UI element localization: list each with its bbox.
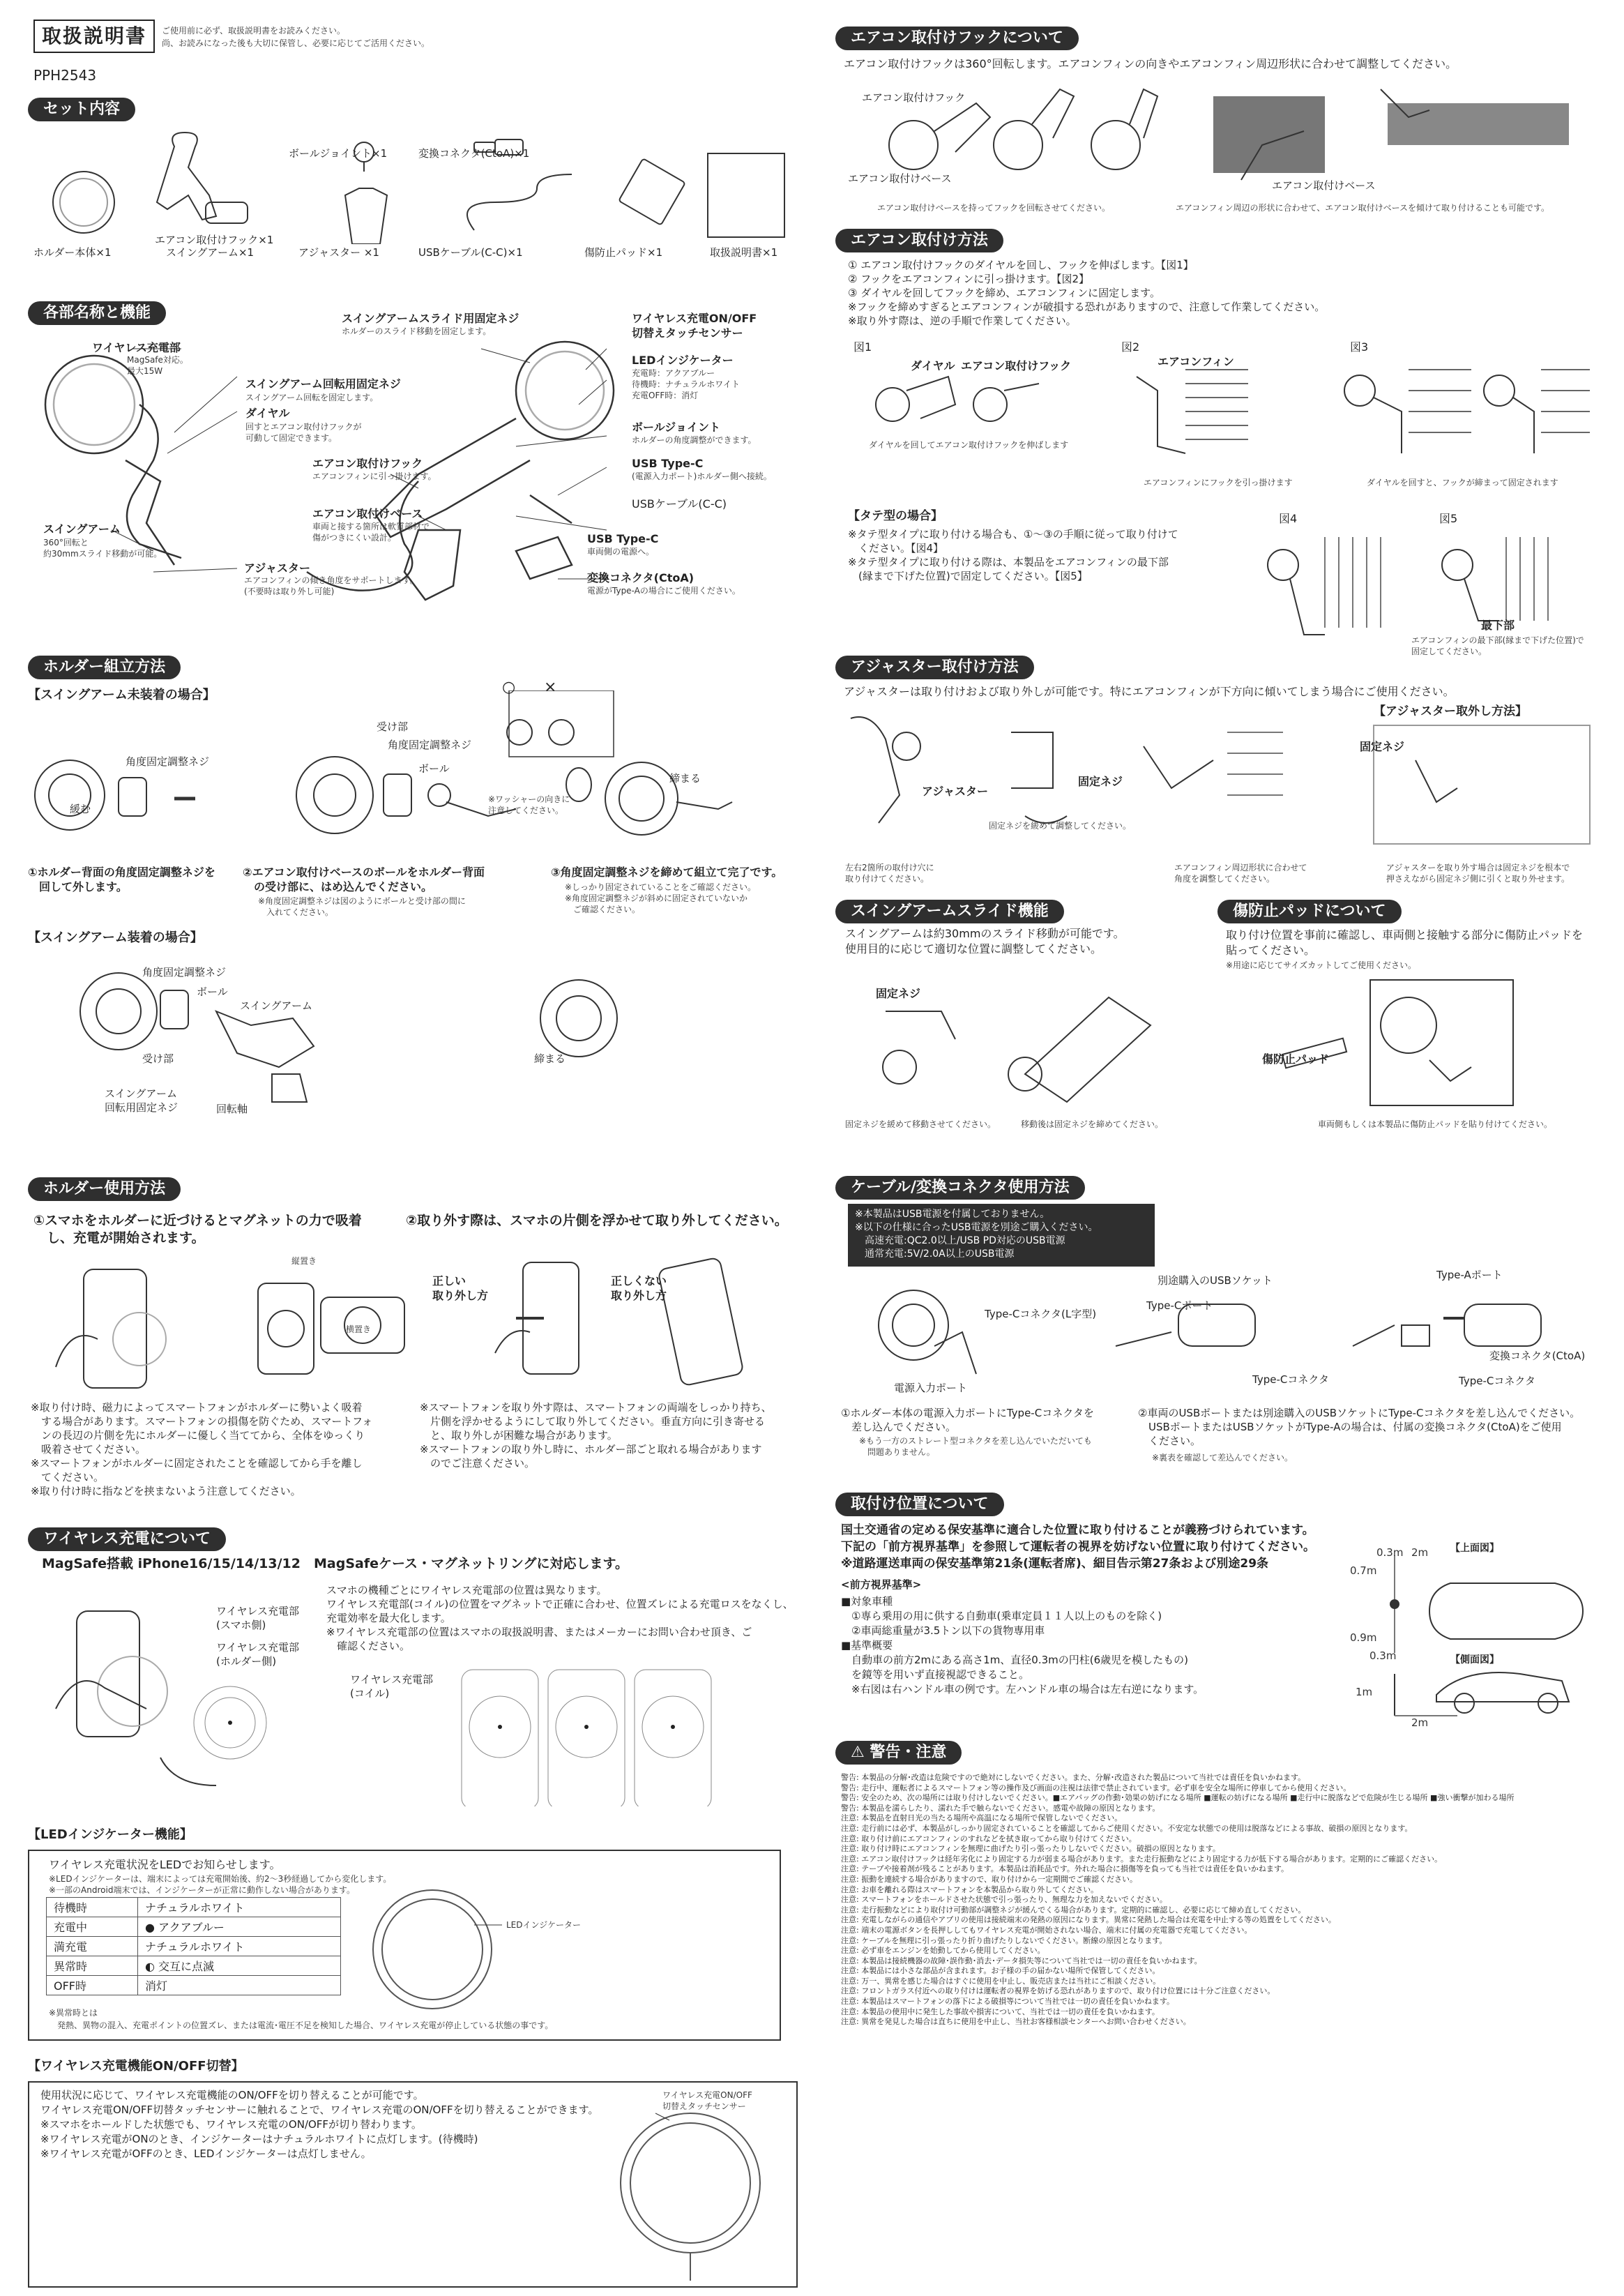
dim-0.7m: 0.7m <box>1350 1564 1377 1577</box>
set-item-holder: ホルダー本体×1 <box>33 246 112 259</box>
fig1-label-dial: ダイヤル <box>911 359 955 372</box>
doc-title: 取扱説明書 <box>41 24 146 47</box>
asm2-label-receiver: 受け部 <box>142 1052 174 1065</box>
set-item-usb-cable: USBケーブル(C-C)×1 <box>418 246 523 259</box>
asm2-label-axis: 回転軸 <box>216 1103 248 1115</box>
part-touch-sensor: ワイヤレス充電ON/OFF 切替えタッチセンサー <box>632 312 757 340</box>
cable-illustrations <box>851 1276 1604 1388</box>
asm-ok-mark: ○ <box>502 679 516 696</box>
position-lead: 国土交通省の定める保安基準に適合した位置に取り付けることが義務づけられています。 下記の「前方視界基準」を参照して運転者の視界を妨げない位置に取り付けてください。 ※道路運送車両の保安基準第21条(運転者席)、細目告示第27条および別途29条 <box>841 1523 1315 1571</box>
mount-fig-1: 図1 <box>853 340 872 354</box>
part-slide-screw-desc: ホルダーのスライド移動を固定します。 <box>342 326 492 336</box>
section-mount: エアコン取付け方法 <box>835 229 1003 252</box>
part-swing-arm: スイングアーム <box>43 522 121 536</box>
dim-2m-top: 2m <box>1411 1546 1429 1559</box>
part-usb-c-car-desc: 車両側の電源へ。 <box>587 547 655 557</box>
led-color: ナチュラルホワイト <box>138 1937 341 1956</box>
orient-portrait: 縦置き <box>291 1256 317 1266</box>
led-color: ナチュラルホワイト <box>138 1898 341 1917</box>
hook-caption-2: エアコンフィン周辺の形状に合わせて、エアコン取付けベースを傾けて取り付けることも可能です。 <box>1176 203 1550 213</box>
part-base: エアコン取付けベース <box>312 507 423 520</box>
assembly-case-1: 【スイングアーム未装着の場合】 <box>28 688 215 702</box>
warning-line: 注意: 必ず車をエンジンを始動してから使用してください。 <box>841 1946 1045 1956</box>
asm2-label-screw: 角度固定調整ネジ <box>142 966 227 979</box>
set-item-converter: 変換コネクタ(CtoA)×1 <box>418 147 530 160</box>
pad-illustration <box>1255 976 1520 1116</box>
led-state: 異常時 <box>47 1956 138 1976</box>
adjuster-screw-1: 固定ネジ <box>1078 775 1123 788</box>
dim-0.9m: 0.9m <box>1350 1631 1377 1644</box>
warning-line: 注意: 取り付け前にエアコンフィンのすれなどを拭き取ってから取り付けてください。 <box>841 1834 1137 1843</box>
adjuster-caption-1: 左右2箇所の取付け穴に 取り付けてください。 <box>845 863 934 884</box>
led-state: 待機時 <box>47 1898 138 1917</box>
part-wireless-charger: ワイヤレス充電部 <box>92 341 181 354</box>
adjuster-caption-4: アジャスターを取り外す場合は固定ネジを根本で 押さえながら固定ネジ側に引くと取り外せます。 <box>1386 863 1570 884</box>
warning-line: 警告: 本製品の分解･改造は危険ですので絶対にしないでください。また、分解･改造された製品について当社では責任を負いかねます。 <box>841 1773 1306 1782</box>
led-row <box>47 1898 341 1917</box>
asm2-label-rot-screw: スイングアーム 回転用固定ネジ <box>105 1087 179 1114</box>
warning-line: 注意: 本製品はスマートフォンの落下による破損等について当社では一切の責任を負いかねます。 <box>841 1997 1174 2007</box>
cable-power-notice-text: ※本製品はUSB電源を付属しておりません。 ※以下の仕様に合ったUSB電源を別途ご購入ください。 高速充電:QC2.0以上/USB PD対応のUSB電源 通常充電:5V/2.0A以上のUSB電源 <box>855 1209 1098 1260</box>
led-notes: ※LEDインジケーターは、端末によっては充電開始後、約2〜3秒経過してから変化します。 ※一部のAndroid端末では、インジケーターが正常に動作しない場合があります。 <box>49 1874 392 1895</box>
adjuster-screw-2: 固定ネジ <box>1360 740 1405 753</box>
part-converter-desc: 電源がType-Aの場合にご使用ください。 <box>587 586 741 596</box>
part-led: LEDインジケーター <box>632 354 734 367</box>
part-usb-c-holder-desc: (電源入力ポート)ホルダー側へ接続。 <box>632 471 772 481</box>
section-set-contents: セット内容 <box>28 98 135 121</box>
mount-fig-4: 図4 <box>1279 512 1298 525</box>
section-adjuster: アジャスター取付け方法 <box>835 656 1034 679</box>
section-warning: ⚠ 警告・注意 <box>835 1741 962 1765</box>
model-number: PPH2543 <box>33 67 97 84</box>
warning-line: 注意: 充電しながらの通信やアプリの使用は接続端末の発熱の原因になります。異常に発熱した場合は充電を中止する等の処置をしてください。 <box>841 1915 1336 1925</box>
onoff-text: 使用状況に応じて、ワイヤレス充電機能のON/OFFを切り替えることが可能です。 ワイヤレス充電ON/OFF切替タッチセンサーに触れることで、ワイヤレス充電のON/OFFを切り替えることができます。 ※スマホをホールドした状態でも、ワイヤレス充電のON/OFFが切り替わります。 ※ワイヤレス充電がONのとき、インジケーターはナチュラルホワイトに点灯します。(待機時) ※ワイヤレス充電がOFFのとき、LEDインジケーターは点灯しません。 <box>40 2089 599 2160</box>
cable-step-2: ②車両のUSBポートまたは別途購入のUSBソケットにType-Cコネクタを差し込んでください。 USBポートまたはUSBソケットがType-Aの場合は、付属の変換コネクタ(CtoA)をご使用 ください。 <box>1138 1407 1581 1447</box>
set-item-swingarm: スイングアーム×1 <box>166 246 255 259</box>
set-illustrations <box>28 126 795 244</box>
mount-fig-2: 図2 <box>1121 340 1140 354</box>
asm-label-tighten: 締まる <box>669 772 701 785</box>
part-rotation-screw-desc: スイングアーム回転を固定します。 <box>245 393 379 402</box>
hook-caption-1: エアコン取付けベースを持ってフックを回転させてください。 <box>877 203 1110 213</box>
section-slide: スイングアームスライド機能 <box>835 900 1064 923</box>
usage-note-1: ※取り付け時、磁力によってスマートフォンがホルダーに勢いよく吸着 する場合があります。スマートフォンの損傷を防ぐため、スマートフォ ンの長辺の片側を先にホルダーに優しく当ててから、全体をゆっくり 吸着させてください。 ※スマートフォンがホルダーに固定されたことを確認してから手を離し てください。 ※取り付け時に指などを挟まないよう注意してください。 <box>31 1401 373 1497</box>
wireless-illustrations <box>28 1597 781 1806</box>
slide-caption-1: 固定ネジを緩めて移動させてください。 <box>845 1119 996 1129</box>
cable-label-a-port: Type-Aポート <box>1436 1269 1503 1281</box>
cable-label-lshape: Type-Cコネクタ(L字型) <box>985 1308 1097 1320</box>
mount-fig-5: 図5 <box>1439 512 1458 525</box>
set-item-hook: エアコン取付けフック×1 <box>155 234 274 246</box>
part-usb-c-car: USB Type-C <box>587 532 659 545</box>
asm-label-loosen: 緩む <box>70 803 91 815</box>
mount-caption-1: ダイヤルを回してエアコン取付けフックを伸ばします <box>869 440 1069 450</box>
led-color: 消灯 <box>138 1976 341 1995</box>
part-swing-arm-desc: 360°回転と 約30mmスライド移動が可能。 <box>43 538 162 559</box>
cable-note-1: ※もう一方のストレート型コネクタを差し込んでいただいても 問題ありません。 <box>859 1436 1092 1457</box>
wireless-label-coil: ワイヤレス充電部 (コイル) <box>350 1673 433 1700</box>
cable-power-notice <box>848 1204 1155 1267</box>
asm-label-washer: ※ワッシャーの向きに 注意してください。 <box>488 794 570 815</box>
cable-label-c-conn-1: Type-Cコネクタ <box>1252 1373 1330 1386</box>
cable-label-socket: 別途購入のUSBソケット <box>1158 1274 1273 1287</box>
warning-line: 注意: フロントガラス付近への取り付けは運転者の視界を妨げる恐れがありますので、取り付け位置には十分ご注意ください。 <box>841 1986 1275 1996</box>
led-row <box>47 1956 341 1976</box>
led-state: 満充電 <box>47 1937 138 1956</box>
section-pad: 傷防止パッドについて <box>1217 900 1402 923</box>
led-row <box>47 1917 341 1937</box>
intro-line-2: 尚、お読みになった後も大切に保管し、必要に応じてご活用ください。 <box>162 38 430 48</box>
warning-line: 警告: 本製品を濡らしたり、濡れた手で触らないでください。感電や故障の原因となります。 <box>841 1803 1160 1813</box>
warning-line: 注意: 取り付け時にエアコンフィンを無理に曲げたり引っ張ったりしないでください。破損の原因となります。 <box>841 1844 1220 1854</box>
section-assembly: ホルダー組立方法 <box>28 656 181 679</box>
warning-line: 注意: エアコン取付けフックは経年劣化により固定する力が弱まる場合があります。また走行振動などにより固定する力が低下する場合があります。定期的にご確認ください。 <box>841 1854 1443 1864</box>
tate-text: ※タテ型タイプに取り付ける場合も、①〜③の手順に従って取り付けて ください。【図4】 ※タテ型タイプに取り付ける際は、本製品をエアコンフィンの最下部 (縁まで下げた位置)で固定してください。【図5】 <box>848 528 1178 582</box>
part-ball-joint: ボールジョイント <box>632 421 720 434</box>
usage-step-1: ①スマホをホルダーに近づけるとマグネットの力で吸着 し、充電が開始されます。 <box>33 1213 362 1246</box>
pad-text: 取り付け位置を事前に確認し、車両側と接触する部分に傷防止パッドを 貼ってください。 <box>1226 928 1584 957</box>
fig1-label-hook: エアコン取付けフック <box>961 359 1072 372</box>
usage-note-2: ※スマートフォンを取り外す際は、スマートフォンの両端をしっかり持ち、 片側を浮かせるようにして取り外してください。垂直方向に引き寄せる と、取り外しが困難な場合があります。 ※スマートフォンの取り外し時に、ホルダー部ごと取れる場合があります のでご注意ください。 <box>420 1401 772 1470</box>
mount-caption-2: エアコンフィンにフックを引っ掛けます <box>1144 478 1293 488</box>
part-base-desc: 車両と接する箇所は軟質部材で 傷がつきにくい設計。 <box>312 522 430 543</box>
led-device-illustration <box>363 1883 502 2016</box>
asm-step-2-note: ※角度固定調整ネジは図のようにボールと受け部の間に 入れてください。 <box>258 896 466 917</box>
cable-step-1: ①ホルダー本体の電源入力ポートにType-Cコネクタを 差し込んでください。 <box>841 1407 1094 1433</box>
part-hook-desc: エアコンフィンに引っ掛けます。 <box>312 471 437 481</box>
section-cable: ケーブル/変換コネクタ使用方法 <box>835 1176 1085 1200</box>
wireless-heading: MagSafe搭載 iPhone16/15/14/13/12 MagSafeケース・マグネットリングに対応します。 <box>42 1556 628 1571</box>
assembly-case-2: 【スイングアーム装着の場合】 <box>28 930 203 945</box>
led-abnormal-text: 発熱、異物の混入、充電ポイントの位置ズレ、または電流･電圧不足を検知した場合、ワイヤレス充電が停止している状態の事です。 <box>49 2021 554 2030</box>
dim-1m: 1m <box>1356 1686 1373 1698</box>
section-wireless: ワイヤレス充電について <box>28 1527 226 1551</box>
part-ball-joint-desc: ホルダーの角度調整ができます。 <box>632 435 757 445</box>
position-diagram <box>1367 1541 1597 1723</box>
warning-line: 注意: 本製品の使用中に発生した事故や損害について、当社では一切の責任を負いかねます。 <box>841 2007 1160 2016</box>
slide-text: スイングアームは約30mmのスライド移動が可能です。 使用目的に応じて適切な位置に調整してください。 <box>845 927 1125 956</box>
fig2-label-fin: エアコンフィン <box>1158 355 1234 368</box>
onoff-callout: ワイヤレス充電ON/OFF 切替えタッチセンサー <box>662 2090 752 2111</box>
warning-line: 注意: 端末の電源ボタンを長押ししてもワイヤレス充電が開始されない場合、端末に付属の充電器で充電してください。 <box>841 1925 1252 1935</box>
asm-step-3: ③角度固定調整ネジを締めて組立て完了です。 <box>551 866 783 879</box>
dim-0.3m-top: 0.3m <box>1376 1546 1404 1559</box>
warning-line: 注意: お車を離れる際はスマートフォンを本製品から取り外してください。 <box>841 1885 1099 1894</box>
position-top-view: 【上面図】 <box>1450 1543 1499 1554</box>
warning-list <box>841 1773 1601 2027</box>
warning-line: 注意: 本製品には小さな部品が含まれます。お子様の手の届かない場所で保管してください。 <box>841 1966 1160 1976</box>
adjuster-illustrations <box>837 704 1604 858</box>
adjuster-text: アジャスターは取り付けおよび取り外しが可能です。特にエアコンフィンが下方向に傾いてしまう場合にご使用ください。 <box>844 685 1455 698</box>
warning-line: 注意: ケーブルを無理に引っ張ったり折り曲げたりしないでください。断線の原因となります。 <box>841 1935 1167 1945</box>
pad-note: ※用途に応じてサイズカットしてご使用ください。 <box>1226 960 1416 970</box>
part-hook: エアコン取付けフック <box>312 457 423 470</box>
hook-label-hook: エアコン取付けフック <box>862 91 966 104</box>
usage-step-2: ②取り外す際は、スマホの片側を浮かせて取り外してください。 <box>406 1213 788 1228</box>
wireless-text: スマホの機種ごとにワイヤレス充電部の位置は異なります。 ワイヤレス充電部(コイル)の位置をマグネットで正確に合わせ、位置ズレによる充電ロスをなくし、 充電効率を最大化します。 ※ワイヤレス充電部の位置はスマホの取扱説明書、またはメーカーにお問い合わせ頂き、ご 確認ください。 <box>326 1584 794 1652</box>
led-state: 充電中 <box>47 1917 138 1937</box>
warning-line: 注意: 本製品を直射日光の当たる場所や高温になる場所で保管しないでください。 <box>841 1813 1123 1823</box>
usage-illustrations <box>42 1255 781 1395</box>
cable-label-c-port: Type-Cポート <box>1146 1299 1213 1312</box>
usage-right-removal: 正しい 取り外し方 <box>432 1274 489 1302</box>
position-standard-heading: <前方視界基準> <box>841 1578 922 1591</box>
warning-line: 警告: 安全のため、次の場所には取り付けしないでください。■エアバッグの作動･効果の妨げになる場所 ■運転の妨げになる場所 ■走行中に脱落などで危険が生じる場所 ■強い衝撃が加わる場所 <box>841 1793 1515 1803</box>
led-color: ● アクアブルー <box>138 1917 341 1937</box>
dim-0.3m-side: 0.3m <box>1369 1649 1397 1662</box>
hook-label-base-1: エアコン取付けベース <box>848 172 952 185</box>
tate-illustrations <box>1241 523 1590 649</box>
hook-text: エアコン取付けフックは360°回転します。エアコンフィンの向きやエアコンフィン周辺形状に合わせて調整してください。 <box>844 57 1457 70</box>
slide-screw-label: 固定ネジ <box>876 987 921 1000</box>
warning-line: 警告: 走行中、運転者によるスマートフォン等の操作及び画面の注視は法律で禁止されています。必ず車を安全な場所に停車してから使用ください。 <box>841 1783 1351 1792</box>
part-converter: 変換コネクタ(CtoA) <box>587 571 695 584</box>
position-side-view: 【側面図】 <box>1450 1654 1499 1666</box>
warning-line: 注意: 走行前には必ず、本製品がしっかり固定されていることを確認してからご使用ください。不安定な状態での使用は脱落などによる事故、破損の原因となります。 <box>841 1823 1413 1833</box>
mount-caption-3: ダイヤルを回すと、フックが締まって固定されます <box>1367 478 1558 488</box>
adjuster-caption-3: エアコンフィン周辺形状に合わせて 角度を調整してください。 <box>1174 863 1307 884</box>
led-state: OFF時 <box>47 1976 138 1995</box>
set-item-balljoint: ボールジョイント×1 <box>289 147 388 160</box>
tate-heading: 【タテ型の場合】 <box>848 509 943 523</box>
orient-landscape: 横置き <box>346 1324 372 1334</box>
asm-label-screw-1: 角度固定調整ネジ <box>126 755 210 768</box>
section-position: 取付け位置について <box>835 1493 1004 1516</box>
adjuster-label: アジャスター <box>922 785 989 798</box>
led-abnormal-head: ※異常時とは <box>49 2008 98 2018</box>
part-rotation-screw: スイングアーム回転用固定ネジ <box>245 377 401 391</box>
part-adjuster: アジャスター <box>244 561 311 575</box>
led-table <box>46 1897 341 1995</box>
mount-steps: ① エアコン取付けフックのダイヤルを回し、フックを伸ばします。【図1】 ② フックをエアコンフィンに引っ掛けます。【図2】 ③ ダイヤルを回してフックを締め、エアコンフィンに固定します。 ※フックを締めすぎるとエアコンフィンが破損する恐れがありますので、注意して作業してください。 ※取り外す際は、逆の手順で作業してください。 <box>848 259 1326 327</box>
warning-line: 注意: 本製品は接続機器の故障･誤作動･消去･データ損失等について当社では一切の責任を負いかねます。 <box>841 1956 1202 1965</box>
asm-label-receiver: 受け部 <box>377 720 409 733</box>
onoff-title: 【ワイヤレス充電機能ON/OFF切替】 <box>28 2059 244 2074</box>
doc-title-box <box>33 20 155 53</box>
asm-label-screw-2: 角度固定調整ネジ <box>388 739 472 751</box>
warning-line: 注意: スマートフォンをホールドさせた状態で引っ張ったり、無理な力を加えないでください。 <box>841 1895 1167 1905</box>
part-dial-desc: 回すとエアコン取付けフックが 可動して固定できます。 <box>245 422 362 443</box>
intro-line-1: ご使用前に必ず、取扱説明書をお読みください。 <box>162 26 346 36</box>
section-usage: ホルダー使用方法 <box>28 1177 181 1201</box>
section-parts: 各部名称と機能 <box>28 301 166 325</box>
usage-wrong-removal: 正しくない 取り外し方 <box>611 1274 667 1302</box>
part-usb-cable: USBケーブル(C-C) <box>632 497 727 511</box>
warning-line: 注意: 走行振動などにより取付け可動部が調整ネジが緩んでくる場合があります。定期的に確認し、必要に応じて締め直してください。 <box>841 1905 1306 1914</box>
tate-bottom-label: 最下部 <box>1481 619 1515 632</box>
warning-line: 注意: テープや接着剤が残ることがあります。本製品は消耗品です。外れた場合に損傷等を負っても当社では責任を負いかねます。 <box>841 1864 1289 1874</box>
asm-ng-mark: × <box>544 679 557 696</box>
part-wireless-charger-desc: MagSafe対応。 最大15W <box>127 355 188 376</box>
warning-line: 注意: 万一、異常を感じた場合はすぐに使用を中止し、販売店または当社にご相談ください。 <box>841 1976 1161 1986</box>
part-led-desc: 充電時：アクアブルー 待機時：ナチュラルホワイト 充電OFF時：消灯 <box>632 368 740 400</box>
led-color: ◐ 交互に点滅 <box>138 1956 341 1976</box>
part-usb-c-holder: USB Type-C <box>632 457 704 470</box>
part-dial: ダイヤル <box>245 407 290 420</box>
wireless-label-phone: ワイヤレス充電部 (スマホ側) <box>216 1605 299 1631</box>
warning-line: 注意: 異常を発見した場合は直ちに使用を中止し、当社お客様相談センターへお問い合わせください。 <box>841 2017 1191 2027</box>
asm-step-2: ②エアコン取付けベースのボールをホルダー背面 の受け部に、はめ込んでください。 <box>243 866 485 893</box>
cable-label-c-conn-2: Type-Cコネクタ <box>1459 1375 1536 1387</box>
slide-caption-2: 移動後は固定ネジを締めてください。 <box>1021 1119 1164 1129</box>
pad-label: 傷防止パッド <box>1262 1052 1330 1066</box>
asm-label-ball: ボール <box>418 762 450 775</box>
dim-2m-side: 2m <box>1411 1716 1429 1729</box>
led-row <box>47 1976 341 1995</box>
mount-fig-3: 図3 <box>1350 340 1369 354</box>
asm2-label-ball: ボール <box>197 985 228 998</box>
cable-note-2: ※裏表を確認して差込んでください。 <box>1152 1453 1293 1463</box>
set-item-manual: 取扱説明書×1 <box>710 246 778 259</box>
part-slide-screw: スイングアームスライド用固定ネジ <box>342 312 519 325</box>
warning-line: 注意: 振動を連続する場合がありますので、取り付けから一定期間でご確認ください。 <box>841 1874 1137 1884</box>
asm-step-3-note: ※しっかり固定されていることをご確認ください。 ※角度固定調整ネジが斜めに固定されていないか ご確認ください。 <box>565 882 757 914</box>
led-callout: LEDインジケーター <box>506 1920 581 1930</box>
tate-bottom-note: エアコンフィンの最下部(縁まで下げた位置)で 固定してください。 <box>1411 635 1584 656</box>
onoff-device-illustration <box>614 2099 781 2281</box>
asm2-label-swingarm: スイングアーム <box>240 999 312 1012</box>
position-body: ■対象車種 ①専ら乗用の用に供する自動車(乗車定員１１人以上のものを除く) ②車両総重量が3.5トン以下の貨物専用車 ■基準概要 自動車の前方2mにある高さ1m、直径0.3mの円柱(6歳児を模したもの) を鏡等を用いず直接視認できること。 ※右図は右ハンドル車の例です。左ハンドル車の場合は左右逆になります。 <box>841 1595 1204 1695</box>
set-item-pad: 傷防止パッド×1 <box>584 246 663 259</box>
cable-label-input: 電源入力ポート <box>894 1382 968 1394</box>
adjuster-remove-heading: 【アジャスター取外し方法】 <box>1374 704 1527 718</box>
cable-label-converter: 変換コネクタ(CtoA) <box>1489 1350 1586 1362</box>
section-hook: エアコン取付けフックについて <box>835 27 1079 50</box>
hook-label-base-2: エアコン取付けベース <box>1272 179 1376 192</box>
led-title: 【LEDインジケーター機能】 <box>28 1827 192 1842</box>
asm-step-1: ①ホルダー背面の角度固定調整ネジを 回して外します。 <box>28 866 215 893</box>
part-adjuster-desc: エアコンフィンの傾き角度をサポートします。 (不要時は取り外し可能) <box>244 575 418 596</box>
adjuster-caption-2: 固定ネジを緩めて調整してください。 <box>989 821 1132 831</box>
led-intro: ワイヤレス充電状況をLEDでお知らせします。 <box>49 1858 281 1871</box>
wireless-label-holder: ワイヤレス充電部 (ホルダー側) <box>216 1641 299 1668</box>
pad-caption: 車両側もしくは本製品に傷防止パッドを貼り付けてください。 <box>1318 1119 1553 1129</box>
set-item-adjuster: アジャスター ×1 <box>298 246 379 259</box>
led-row <box>47 1937 341 1956</box>
asm2-label-tighten: 締まる <box>534 1052 566 1065</box>
